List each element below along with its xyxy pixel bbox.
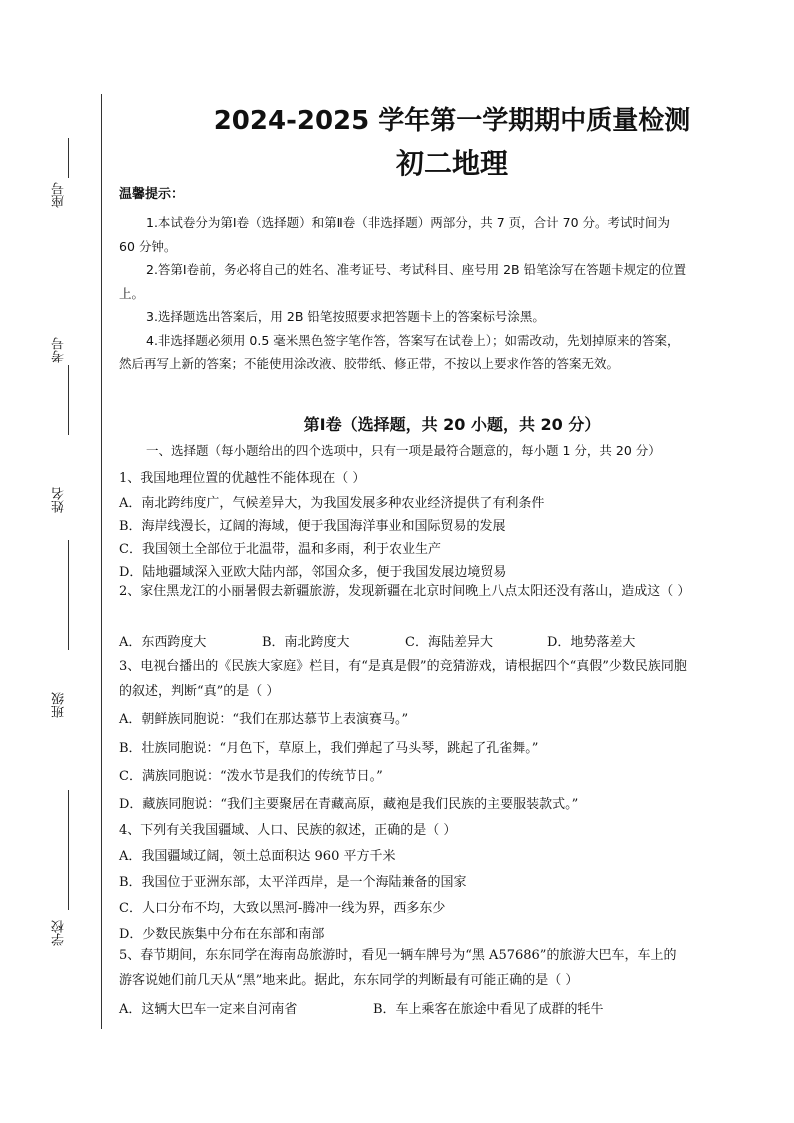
question-option: A．我国疆域辽阔，领土总面积达 960 平方千米: [119, 849, 396, 864]
question-option: C．我国领土全部位于北温带，温和多雨，利于农业生产: [119, 542, 441, 557]
side-line-name: [68, 540, 69, 650]
question-option: B．车上乘客在旅途中看见了成群的牦牛: [373, 1002, 604, 1017]
question-option: D．少数民族集中分布在东部和南部: [119, 927, 325, 942]
exam-subject: 初二地理: [395, 147, 508, 180]
question-stem: 2、家住黑龙江的小丽暑假去新疆旅游，发现新疆在北京时间晚上八点太阳还没有落山，造成这（ ）: [119, 584, 691, 599]
question-option: C．海陆差异大: [405, 635, 493, 650]
side-label-exam-no: 考号: [52, 337, 67, 363]
section-title: 第Ⅰ卷（选择题，共 20 小题，共 20 分）: [303, 415, 601, 434]
tips-heading: 温馨提示：: [119, 187, 185, 202]
question-option: B．我国位于亚洲东部，太平洋西岸，是一个海陆兼备的国家: [119, 875, 467, 890]
side-label-school: 学校: [52, 920, 67, 946]
question-stem: 3、电视台播出的《民族大家庭》栏目，有“是真是假”的竞猜游戏，请根据四个“真假”少数民族同胞的叙述，判断“真”的是（ ）: [119, 659, 687, 699]
side-label-name: 姓名: [52, 487, 67, 513]
tip-item: 2.答第Ⅰ卷前，务必将自己的姓名、准考证号、考试科目、座号用 2B 铅笔涂写在答题卡规定的位置上。: [119, 262, 687, 301]
side-line-exam-no: [68, 365, 69, 435]
question-option: B．海岸线漫长，辽阔的海域，便于我国海洋事业和国际贸易的发展: [119, 519, 506, 534]
question-option: D．地势落差大: [547, 635, 636, 650]
question-option: A．东西跨度大: [119, 635, 207, 650]
question-option: B．壮族同胞说：“月色下，草原上，我们弹起了马头琴，跳起了孔雀舞。”: [119, 741, 539, 756]
binding-line: [101, 94, 102, 1029]
section-instructions: 一、选择题（每小题给出的四个选项中，只有一项是最符合题意的，每小题 1 分，共 20 分）: [146, 443, 661, 458]
question-stem: 4、下列有关我国疆域、人口、民族的叙述，正确的是（ ）: [119, 823, 457, 838]
question-option: A．南北跨纬度广，气候差异大，为我国发展多种农业经济提供了有利条件: [119, 496, 545, 511]
exam-title: 2024-2025 学年第一学期期中质量检测: [213, 106, 691, 136]
tip-item: 3.选择题选出答案后，用 2B 铅笔按照要求把答题卡上的答案标号涂黑。: [146, 309, 545, 324]
question-stem: 5、春节期间，东东同学在海南岛旅游时，看见一辆车牌号为“黑 A57686”的旅游大巴车，车上的游客说她们前几天从“黑”地来此。据此，东东同学的判断最有可能正确的是（ ）: [119, 948, 677, 988]
question-option: D．藏族同胞说：“我们主要聚居在青藏高原，藏袍是我们民族的主要服装款式。”: [119, 797, 579, 812]
question-stem: 1、我国地理位置的优越性不能体现在（ ）: [119, 471, 366, 486]
question-option: C．人口分布不均，大致以黑河-腾冲一线为界，西多东少: [119, 901, 446, 916]
question-option: B．南北跨度大: [262, 635, 350, 650]
side-label-seat: 座号: [52, 182, 67, 208]
tip-item: 4.非选择题必须用 0.5 毫米黑色签字笔作答，答案写在试卷上）；如需改动，先划掉原来的答案，然后再写上新的答案；不能使用涂改液、胶带纸、修正带，不按以上要求作答的答案无效。: [119, 332, 680, 371]
question-option: A．这辆大巴车一定来自河南省: [119, 1002, 298, 1017]
side-line-seat: [68, 138, 69, 178]
question-option: C．满族同胞说：“泼水节是我们的传统节日。”: [119, 769, 383, 784]
side-line-class: [68, 790, 69, 910]
tips-list: [119, 211, 689, 376]
question-option: D．陆地疆域深入亚欧大陆内部，邻国众多，便于我国发展边境贸易: [119, 565, 507, 580]
tip-item: 1.本试卷分为第Ⅰ卷（选择题）和第Ⅱ卷（非选择题）两部分，共 7 页，合计 70 分。考试时间为 60 分钟。: [119, 215, 671, 254]
question-option: A．朝鲜族同胞说：“我们在那达慕节上表演赛马。”: [119, 712, 409, 727]
side-label-class: 班级: [52, 692, 67, 718]
